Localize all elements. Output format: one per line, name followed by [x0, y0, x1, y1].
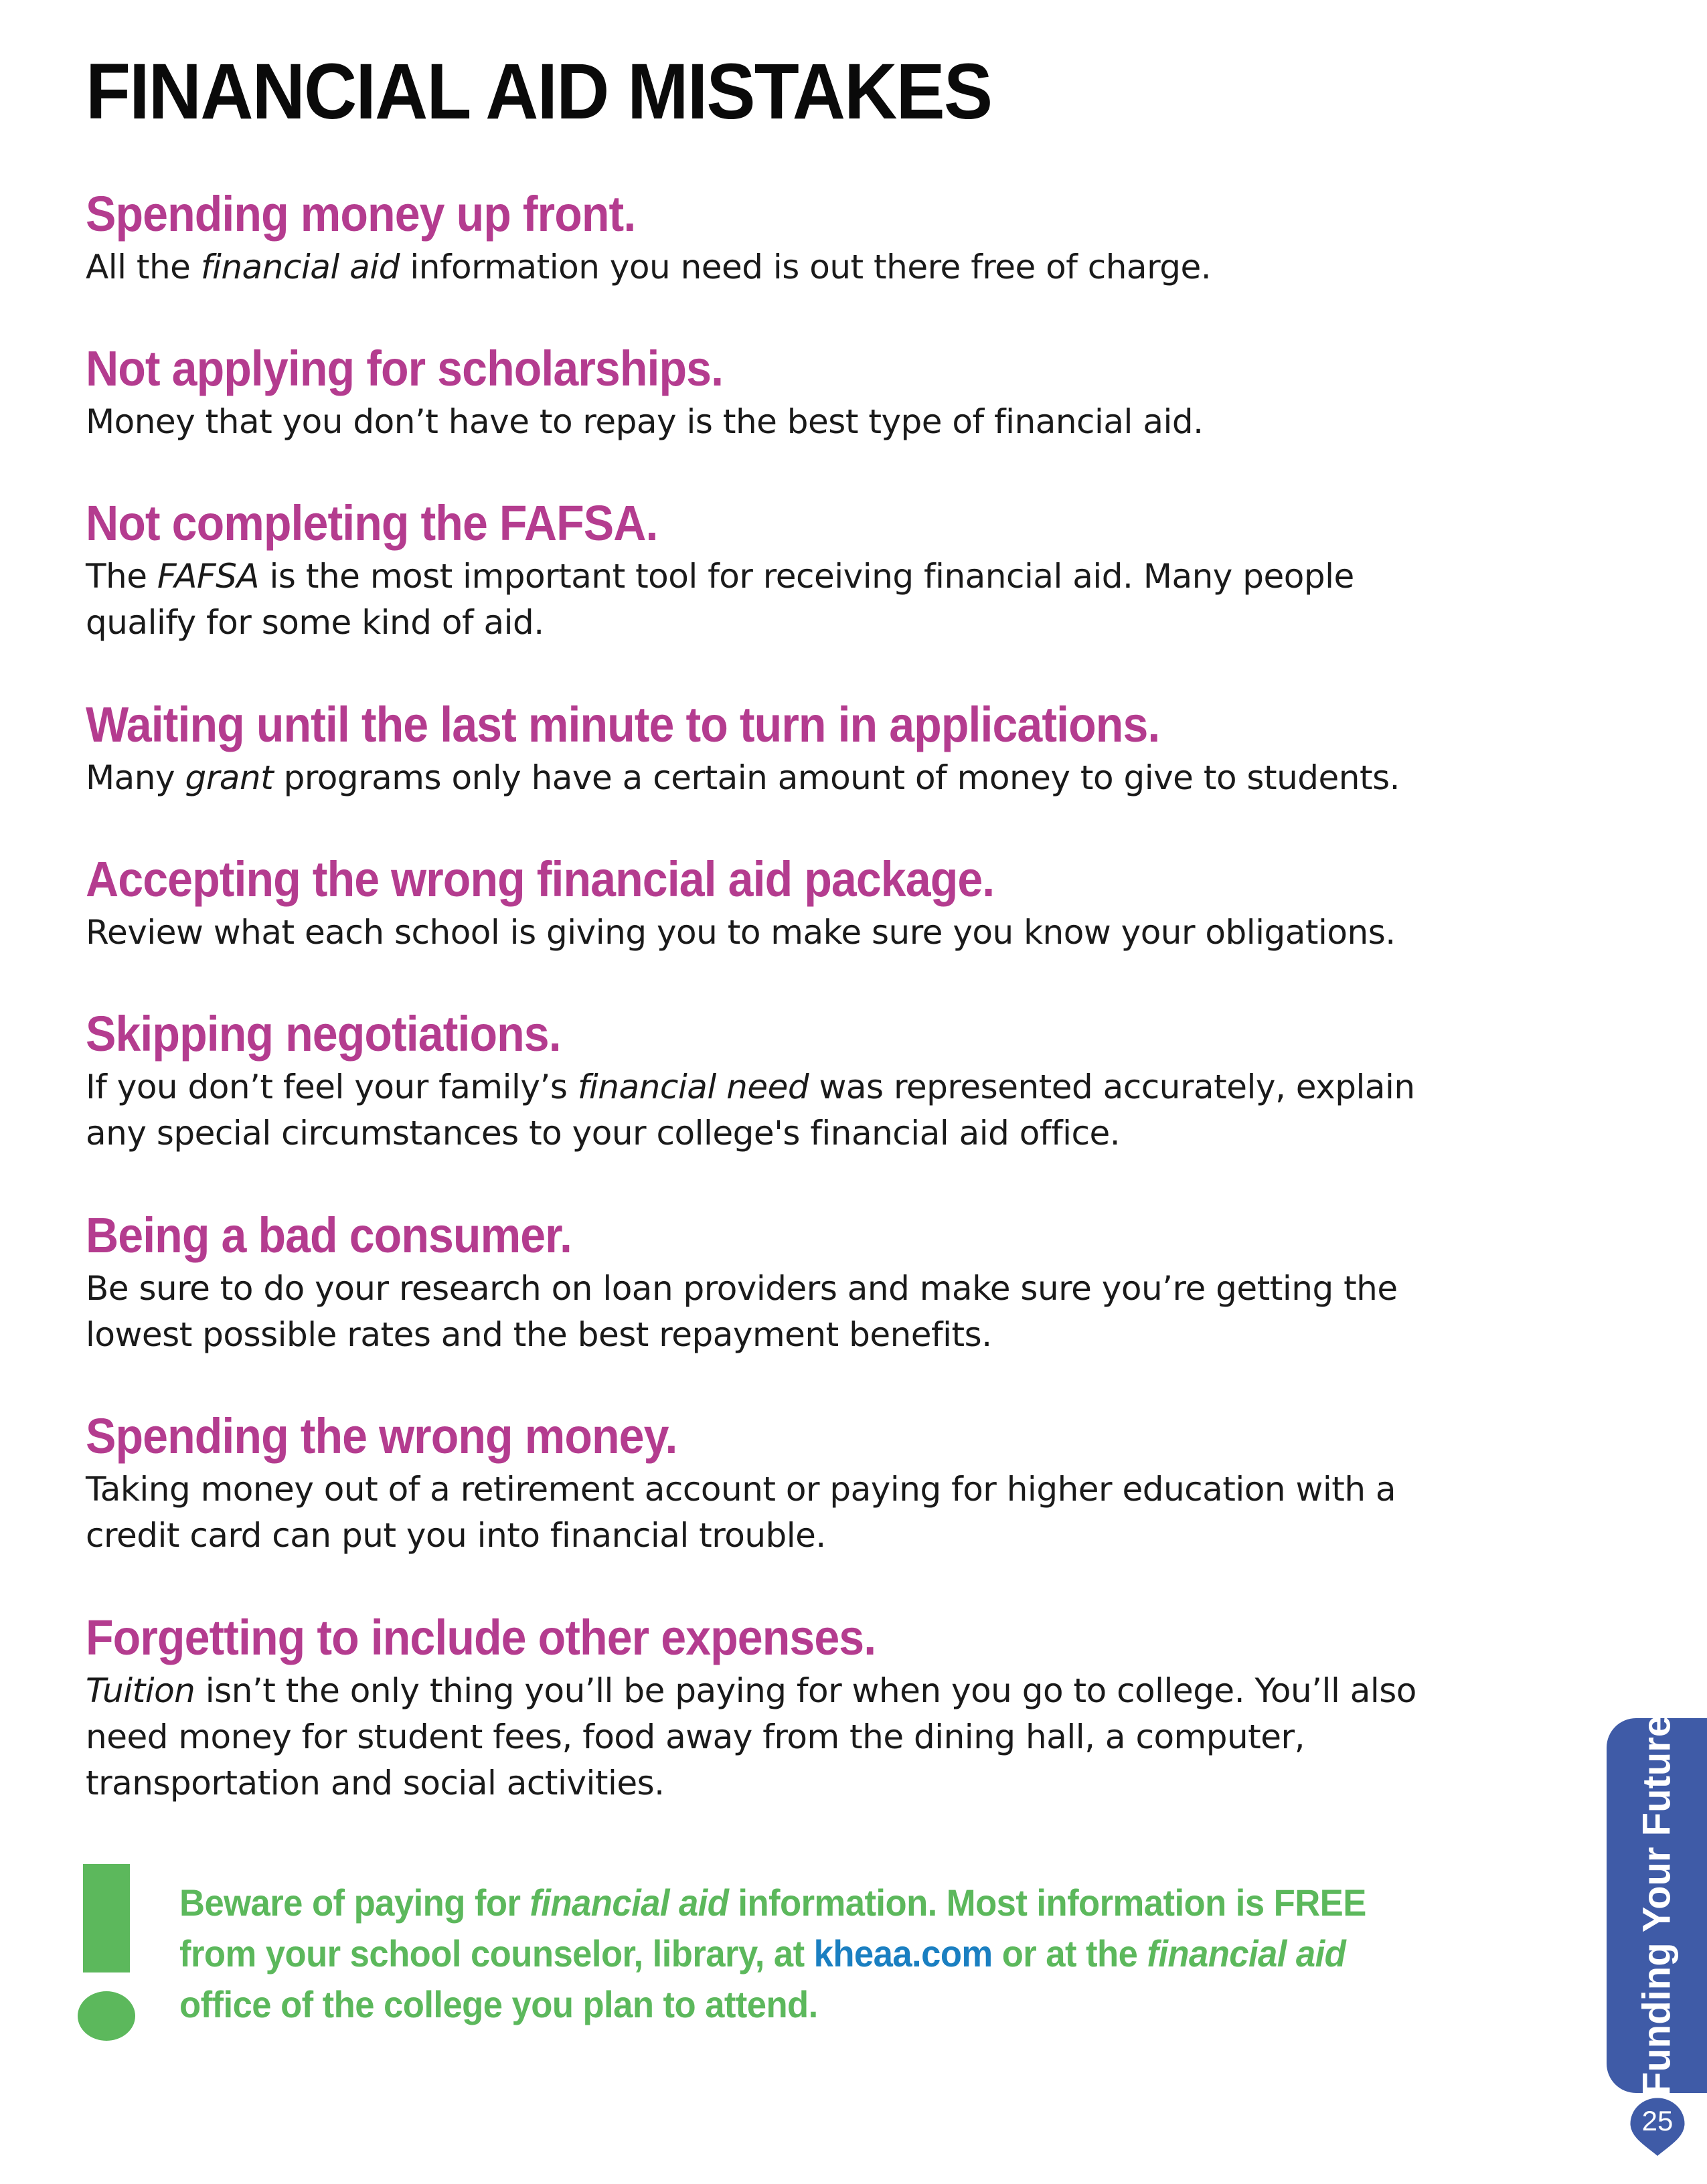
- page-title: FINANCIAL AID MISTAKES: [86, 48, 992, 136]
- mistake-body: [86, 1064, 1465, 1157]
- mistake-body: [86, 1466, 1465, 1559]
- mistake-heading: Forgetting to include other expenses.: [86, 1610, 876, 1665]
- body-text: Be sure to do your research on loan providers and make sure you’re getting the lowest possible rates and the best repayment benefits.: [86, 1269, 1398, 1354]
- section-tab-label: Funding Your Future: [1635, 1715, 1679, 2096]
- callout-emphasis: financial aid: [530, 1881, 729, 1924]
- exclamation-dot: [78, 1991, 135, 2041]
- body-text: All the: [86, 248, 201, 286]
- callout-box: [74, 1864, 1412, 2038]
- mistake-body: [86, 244, 1465, 290]
- mistake-heading: Being a bad consumer.: [86, 1207, 572, 1263]
- mistake-body: [86, 910, 1465, 956]
- emphasized-term: financial need: [577, 1068, 809, 1106]
- body-text: Taking money out of a retirement account or paying for higher education with a credit card can put you into financial trouble.: [86, 1470, 1396, 1555]
- mistake-item: [86, 697, 1465, 801]
- mistake-item: [86, 341, 1465, 445]
- callout-text-run: or at the: [992, 1932, 1147, 1975]
- mistake-item: [86, 1207, 1465, 1358]
- body-text: programs only have a certain amount of money to give to students.: [273, 758, 1400, 797]
- mistake-body: [86, 1668, 1465, 1807]
- section-tab: [1607, 1715, 1707, 2096]
- mistake-heading: Waiting until the last minute to turn in applications.: [86, 697, 1160, 752]
- mistake-body: [86, 399, 1465, 445]
- emphasized-term: financial aid: [200, 248, 400, 286]
- mistake-item: [86, 1006, 1465, 1157]
- mistake-body: [86, 1266, 1465, 1358]
- callout-text: [179, 1877, 1375, 2030]
- mistake-item: [86, 186, 1465, 290]
- mistake-item: [86, 1610, 1465, 1807]
- body-text: If you don’t feel your family’s: [86, 1068, 578, 1106]
- mistake-heading: Spending the wrong money.: [86, 1408, 677, 1464]
- emphasized-term: Tuition: [86, 1671, 195, 1710]
- callout-text-run: office of the college you plan to attend.: [179, 1983, 818, 2025]
- mistake-heading: Not completing the FAFSA.: [86, 495, 658, 551]
- body-text: was represented accurately, explain any special circumstances to your college's financial aid office.: [86, 1068, 1415, 1153]
- body-text: The: [86, 557, 157, 596]
- callout-text-run: Beware of paying for: [179, 1881, 530, 1924]
- callout-text-run: information. Most information is FREE from your school counselor, library, at: [179, 1881, 1366, 1975]
- emphasized-term: grant: [185, 758, 274, 797]
- callout-emphasis: financial aid: [1147, 1932, 1346, 1975]
- body-text: Money that you don’t have to repay is the best type of financial aid.: [86, 402, 1204, 441]
- exclamation-bar: [83, 1864, 130, 1972]
- mistake-body: [86, 554, 1465, 646]
- body-text: Many: [86, 758, 185, 797]
- page-number: 25: [1641, 2105, 1674, 2136]
- body-text: is the most important tool for receiving financial aid. Many people qualify for some kind of aid.: [86, 557, 1354, 642]
- mistake-body: [86, 755, 1465, 801]
- mistake-heading: Accepting the wrong financial aid package.: [86, 851, 995, 907]
- emphasized-term: FAFSA: [157, 557, 260, 596]
- body-text: Review what each school is giving you to make sure you know your obligations.: [86, 913, 1396, 952]
- page-number-badge: [1627, 2097, 1688, 2159]
- mistake-heading: Spending money up front.: [86, 186, 636, 242]
- mistake-heading: Skipping negotiations.: [86, 1006, 561, 1062]
- mistake-item: [86, 495, 1465, 646]
- body-text: isn’t the only thing you’ll be paying for when you go to college. You’ll also need money for student fees, food away from the dining hall, a computer, transportation and social activities.: [86, 1671, 1416, 1802]
- mistake-heading: Not applying for scholarships.: [86, 341, 724, 396]
- mistake-item: [86, 851, 1465, 956]
- kheaa-link[interactable]: kheaa.com: [813, 1932, 993, 1975]
- body-text: information you need is out there free of charge.: [399, 248, 1212, 286]
- mistake-item: [86, 1408, 1465, 1559]
